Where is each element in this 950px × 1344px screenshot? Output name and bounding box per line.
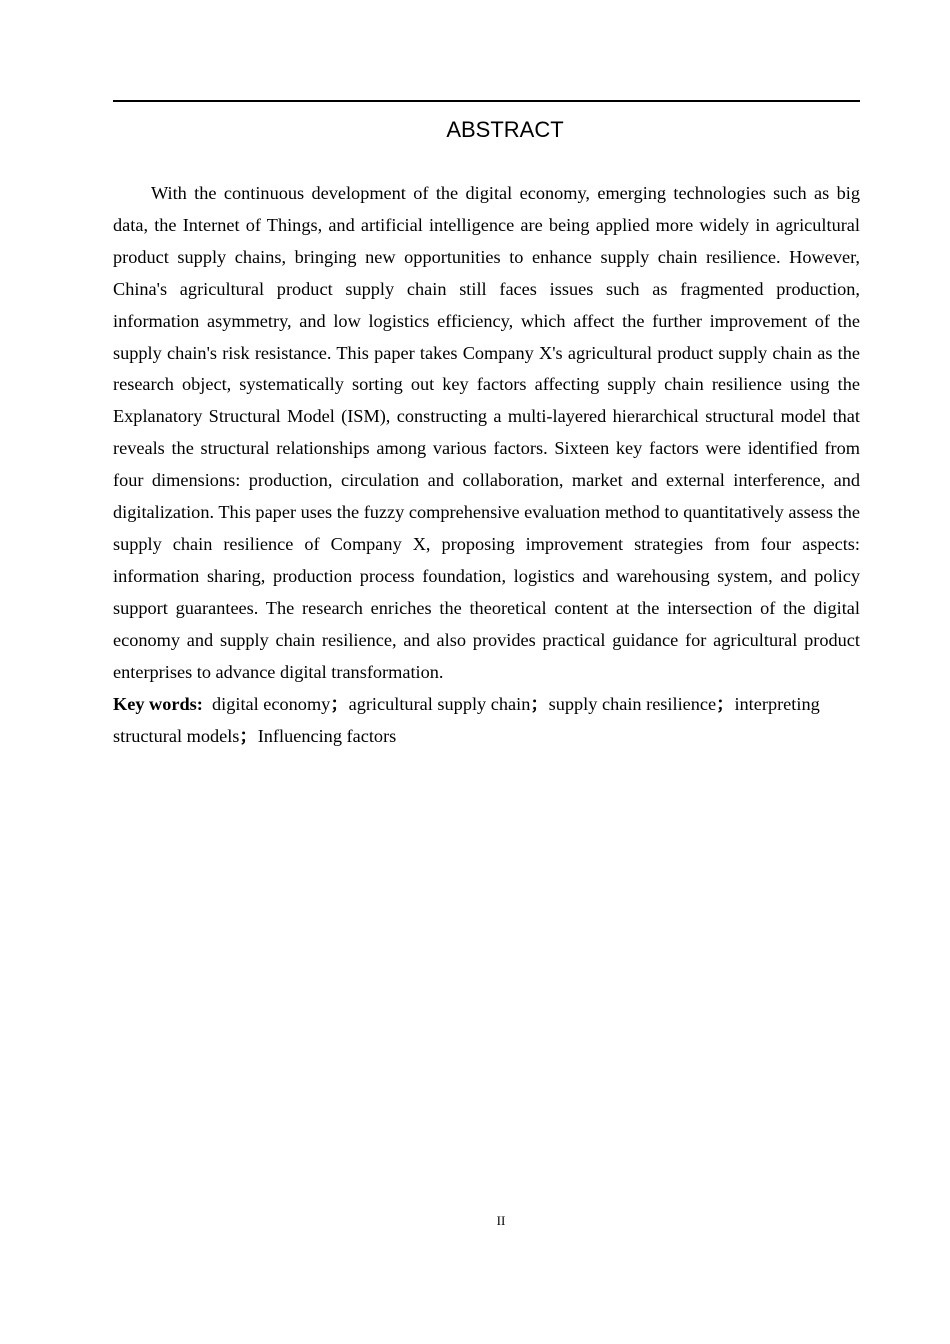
page-title: ABSTRACT bbox=[446, 117, 564, 142]
keywords-label: Key words: bbox=[113, 694, 203, 714]
abstract-paragraph: With the continuous development of the digital economy, emerging technologies such as big data, the Internet of Things, and artificial intelligence are being applied more widely in agricultural product supply chains, bringing new opportunities to enhance supply chain resilience. However, China's agricultural product supply chain still faces issues such as fragmented production, information asymmetry, and low logistics efficiency, which affect the further improvement of the supply chain's risk resistance. This paper takes Company X's agricultural product supply chain as the research object, systematically sorting out key factors affecting supply chain resilience using the Explanatory Structural Model (ISM), constructing a multi-layered hierarchical structural model that reveals the structural relationships among various factors. Sixteen key factors were identified from four dimensions: production, circulation and collaboration, market and external interference, and digitalization. This paper uses the fuzzy comprehensive evaluation method to quantitatively assess the supply chain resilience of Company X, proposing improvement strategies from four aspects: information sharing, production process foundation, logistics and warehousing system, and policy support guarantees. The research enriches the theoretical content at the intersection of the digital economy and supply chain resilience, and also provides practical guidance for agricultural product enterprises to advance digital transformation. bbox=[113, 183, 860, 682]
keyword-separator: ； bbox=[716, 694, 735, 714]
keyword-separator: ； bbox=[239, 725, 258, 746]
keyword-item: supply chain resilience bbox=[548, 694, 717, 714]
keyword-separator: ； bbox=[530, 694, 549, 714]
keyword-item: digital economy bbox=[212, 694, 331, 714]
keyword-item: interpreting structural models bbox=[113, 694, 820, 746]
keyword-item: Influencing factors bbox=[257, 725, 397, 746]
keyword-separator: ； bbox=[330, 694, 349, 714]
keyword-item: agricultural supply chain bbox=[348, 694, 531, 714]
page-number: II bbox=[496, 1213, 506, 1228]
header-rule bbox=[113, 100, 860, 102]
keywords-line bbox=[113, 689, 860, 753]
